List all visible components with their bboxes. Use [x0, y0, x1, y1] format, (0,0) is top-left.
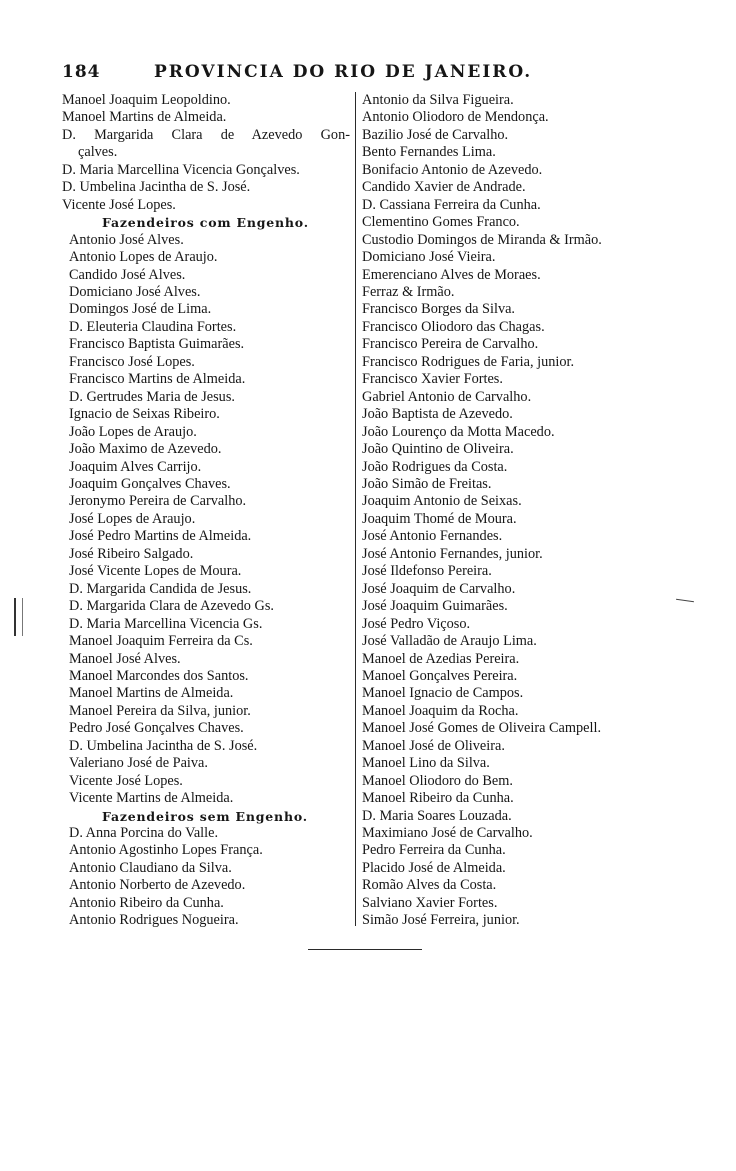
list-item: Jeronymo Pereira de Carvalho. — [69, 493, 247, 510]
list-item: Manoel José Gomes de Oliveira Campell. — [362, 720, 602, 737]
list-item: Francisco José Lopes. — [69, 353, 195, 370]
list-item: João Baptista de Azevedo. — [362, 406, 513, 423]
right-column — [362, 92, 662, 930]
list-item: Francisco Baptista Guimarães. — [69, 336, 245, 353]
list-item: D. Umbelina Jacintha de S. José. — [62, 179, 251, 196]
list-item: Francisco Xavier Fortes. — [362, 371, 503, 388]
left-column — [62, 92, 350, 930]
list-item: Domiciano José Vieira. — [362, 249, 496, 266]
list-item: José Joaquim de Carvalho. — [362, 580, 516, 597]
list-item: D. Margarida Clara de Azevedo Gs. — [69, 598, 274, 615]
list-item: Francisco Borges da Silva. — [362, 301, 516, 318]
list-item: D. Maria Soares Louzada. — [362, 807, 512, 824]
list-item: Simão José Ferreira, junior. — [362, 912, 520, 929]
list-item: José Pedro Viçoso. — [362, 615, 471, 632]
list-item: Antonio Norberto de Azevedo. — [69, 877, 246, 894]
list-item: Custodio Domingos de Miranda & Irmão. — [362, 231, 602, 248]
list-item: Romão Alves da Costa. — [362, 877, 497, 894]
list-item: Placido José de Almeida. — [362, 859, 506, 876]
list-item: D. Umbelina Jacintha de S. José. — [69, 737, 258, 754]
margin-mark — [676, 599, 694, 602]
closing-rule — [308, 949, 422, 950]
list-item: Manoel José Alves. — [69, 650, 181, 667]
list-item: João Rodrigues da Costa. — [362, 458, 508, 475]
list-item: Antonio da Silva Figueira. — [362, 92, 514, 108]
list-item: Manoel de Azedias Pereira. — [362, 650, 520, 667]
list-item: José Joaquim Guimarães. — [362, 598, 508, 615]
list-item: Clementino Gomes Franco. — [362, 214, 520, 231]
list-item: Candido Xavier de Andrade. — [362, 179, 526, 196]
list-item: Antonio Claudiano da Silva. — [69, 859, 232, 876]
list-item: Manoel Joaquim da Rocha. — [362, 702, 519, 719]
list-item: Candido José Alves. — [69, 266, 186, 283]
list-item: João Lourenço da Motta Macedo. — [362, 423, 555, 440]
list-item: José Ribeiro Salgado. — [69, 545, 194, 562]
page-number: 184 — [62, 62, 101, 82]
list-item: Joaquim Alves Carrijo. — [69, 458, 202, 475]
list-item: Vicente José Lopes. — [69, 772, 183, 789]
section-heading-sem-engenho: Fazendeiros sem Engenho. — [102, 808, 308, 824]
list-item: Antonio José Alves. — [69, 231, 184, 248]
list-item: José Valladão de Araujo Lima. — [362, 633, 537, 650]
list-item: D. Eleuteria Claudina Fortes. — [69, 318, 237, 335]
list-item: Francisco Oliodoro das Chagas. — [362, 318, 545, 335]
list-item: Manoel José de Oliveira. — [362, 737, 505, 754]
margin-mark — [14, 598, 23, 636]
list-item: Vicente Martins de Almeida. — [69, 790, 234, 807]
list-item: Manoel Joaquim Ferreira da Cs. — [69, 633, 253, 650]
list-item: D. Maria Marcellina Vicencia Gonçalves. — [62, 161, 300, 178]
list-item: Antonio Lopes de Araujo. — [69, 249, 218, 266]
list-item: José Lopes de Araujo. — [69, 510, 196, 527]
list-item: Bazilio José de Carvalho. — [362, 126, 509, 143]
list-item: Francisco Rodrigues de Faria, junior. — [362, 353, 575, 370]
list-item-continuation: çalves. — [78, 144, 118, 161]
list-item: Joaquim Thomé de Moura. — [362, 510, 517, 527]
list-item: Domingos José de Lima. — [69, 301, 212, 318]
list-item: Antonio Ribeiro da Cunha. — [69, 894, 224, 911]
list-item: Vicente José Lopes. — [62, 196, 176, 213]
column-divider — [355, 92, 356, 926]
section-heading-com-engenho: Fazendeiros com Engenho. — [102, 215, 309, 231]
list-item: D. Maria Marcellina Vicencia Gs. — [69, 615, 263, 632]
list-item: Manoel Ignacio de Campos. — [362, 685, 524, 702]
list-item: Antonio Rodrigues Nogueira. — [69, 912, 239, 929]
list-item: Manoel Gonçalves Pereira. — [362, 667, 518, 684]
list-item: Joaquim Gonçalves Chaves. — [69, 475, 231, 492]
list-item: Emerenciano Alves de Moraes. — [362, 266, 541, 283]
list-item: Salviano Xavier Fortes. — [362, 894, 498, 911]
list-item: Manoel Marcondes dos Santos. — [69, 667, 249, 684]
list-item: José Vicente Lopes de Moura. — [69, 563, 242, 580]
list-item: Manoel Martins de Almeida. — [62, 109, 227, 126]
list-item: D. Gertrudes Maria de Jesus. — [69, 388, 235, 405]
list-item: Bonifacio Antonio de Azevedo. — [362, 161, 543, 178]
list-item: Francisco Martins de Almeida. — [69, 371, 246, 388]
list-item: Manoel Pereira da Silva, junior. — [69, 702, 251, 719]
list-item: Antonio Oliodoro de Mendonça. — [362, 109, 549, 126]
list-item: João Quintino de Oliveira. — [362, 441, 514, 458]
list-item: José Pedro Martins de Almeida. — [69, 528, 252, 545]
list-item: D. Margarida Clara de Azevedo Gon- — [62, 126, 350, 143]
list-item: José Antonio Fernandes. — [362, 528, 503, 545]
list-item: Pedro José Gonçalves Chaves. — [69, 720, 244, 737]
page-header — [62, 62, 542, 86]
list-item: Manoel Lino da Silva. — [362, 755, 490, 772]
list-item: Manoel Joaquim Leopoldino. — [62, 92, 231, 108]
list-item: Gabriel Antonio de Carvalho. — [362, 388, 532, 405]
list-item: Ignacio de Seixas Ribeiro. — [69, 406, 220, 423]
list-item: Valeriano José de Paiva. — [69, 755, 208, 772]
list-item: D. Anna Porcina do Valle. — [69, 825, 219, 842]
list-item: Ferraz & Irmão. — [362, 283, 455, 300]
list-item: José Antonio Fernandes, junior. — [362, 545, 543, 562]
list-item: Domiciano José Alves. — [69, 283, 201, 300]
list-item: Francisco Pereira de Carvalho. — [362, 336, 539, 353]
running-title: PROVINCIA DO RIO DE JANEIRO. — [154, 62, 533, 82]
list-item: Maximiano José de Carvalho. — [362, 825, 533, 842]
list-item: Manoel Oliodoro do Bem. — [362, 772, 513, 789]
list-item: Bento Fernandes Lima. — [362, 144, 496, 161]
list-item: João Simão de Freitas. — [362, 475, 492, 492]
list-item: Manoel Martins de Almeida. — [69, 685, 234, 702]
list-item: Antonio Agostinho Lopes França. — [69, 842, 263, 859]
list-item: D. Cassiana Ferreira da Cunha. — [362, 196, 541, 213]
list-item: Pedro Ferreira da Cunha. — [362, 842, 506, 859]
list-item: José Ildefonso Pereira. — [362, 563, 492, 580]
list-item: João Lopes de Araujo. — [69, 423, 197, 440]
list-item: Manoel Ribeiro da Cunha. — [362, 790, 514, 807]
list-item: João Maximo de Azevedo. — [69, 441, 222, 458]
list-item: D. Margarida Candida de Jesus. — [69, 580, 252, 597]
list-item: Joaquim Antonio de Seixas. — [362, 493, 522, 510]
